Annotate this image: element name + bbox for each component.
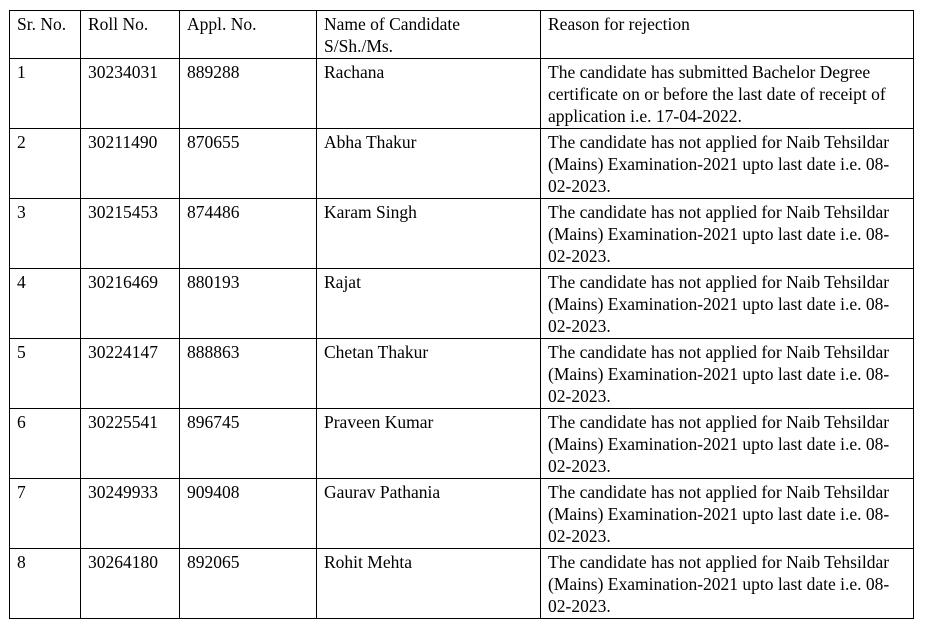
table-header	[10, 11, 914, 59]
header-candidate-name	[317, 11, 541, 59]
header-candidate-name-line2: S/Sh./Ms.	[324, 36, 394, 56]
table-row	[10, 199, 914, 269]
cell-appl-no: 870655	[180, 129, 317, 199]
table-row	[10, 59, 914, 129]
cell-sr-no: 7	[10, 479, 81, 549]
cell-roll-no: 30264180	[81, 549, 180, 619]
cell-candidate-name: Chetan Thakur	[317, 339, 541, 409]
cell-candidate-name: Rachana	[317, 59, 541, 129]
cell-candidate-name: Praveen Kumar	[317, 409, 541, 479]
cell-candidate-name: Rohit Mehta	[317, 549, 541, 619]
cell-appl-no: 889288	[180, 59, 317, 129]
cell-roll-no: 30249933	[81, 479, 180, 549]
table-row	[10, 409, 914, 479]
cell-roll-no: 30211490	[81, 129, 180, 199]
cell-appl-no: 880193	[180, 269, 317, 339]
header-row	[10, 11, 914, 59]
cell-appl-no: 892065	[180, 549, 317, 619]
cell-sr-no: 4	[10, 269, 81, 339]
cell-appl-no: 874486	[180, 199, 317, 269]
cell-sr-no: 1	[10, 59, 81, 129]
cell-reason: The candidate has not applied for Naib Tehsildar (Mains) Examination-2021 upto last date i.e. 08-02-2023.	[541, 339, 914, 409]
cell-candidate-name: Gaurav Pathania	[317, 479, 541, 549]
cell-reason: The candidate has not applied for Naib Tehsildar (Mains) Examination-2021 upto last date i.e. 08-02-2023.	[541, 129, 914, 199]
cell-sr-no: 6	[10, 409, 81, 479]
cell-roll-no: 30215453	[81, 199, 180, 269]
cell-roll-no: 30216469	[81, 269, 180, 339]
cell-reason: The candidate has not applied for Naib Tehsildar (Mains) Examination-2021 upto last date i.e. 08-02-2023.	[541, 479, 914, 549]
cell-appl-no: 909408	[180, 479, 317, 549]
header-candidate-name-line1: Name of Candidate	[324, 14, 461, 34]
cell-appl-no: 888863	[180, 339, 317, 409]
cell-candidate-name: Karam Singh	[317, 199, 541, 269]
table-body	[10, 59, 914, 619]
cell-roll-no: 30234031	[81, 59, 180, 129]
table-row	[10, 339, 914, 409]
header-sr-no: Sr. No.	[10, 11, 81, 59]
cell-reason: The candidate has not applied for Naib Tehsildar (Mains) Examination-2021 upto last date i.e. 08-02-2023.	[541, 549, 914, 619]
cell-appl-no: 896745	[180, 409, 317, 479]
cell-sr-no: 8	[10, 549, 81, 619]
header-appl-no: Appl. No.	[180, 11, 317, 59]
table-row	[10, 129, 914, 199]
cell-sr-no: 5	[10, 339, 81, 409]
header-reason: Reason for rejection	[541, 11, 914, 59]
cell-reason: The candidate has not applied for Naib Tehsildar (Mains) Examination-2021 upto last date i.e. 08-02-2023.	[541, 199, 914, 269]
cell-roll-no: 30225541	[81, 409, 180, 479]
cell-sr-no: 2	[10, 129, 81, 199]
cell-candidate-name: Abha Thakur	[317, 129, 541, 199]
table-row	[10, 549, 914, 619]
table-row	[10, 479, 914, 549]
rejection-table	[9, 10, 914, 619]
cell-reason: The candidate has submitted Bachelor Degree certificate on or before the last date of receipt of application i.e. 17-04-2022.	[541, 59, 914, 129]
cell-reason: The candidate has not applied for Naib Tehsildar (Mains) Examination-2021 upto last date i.e. 08-02-2023.	[541, 409, 914, 479]
table-row	[10, 269, 914, 339]
header-roll-no: Roll No.	[81, 11, 180, 59]
cell-reason: The candidate has not applied for Naib Tehsildar (Mains) Examination-2021 upto last date i.e. 08-02-2023.	[541, 269, 914, 339]
cell-roll-no: 30224147	[81, 339, 180, 409]
cell-candidate-name: Rajat	[317, 269, 541, 339]
cell-sr-no: 3	[10, 199, 81, 269]
